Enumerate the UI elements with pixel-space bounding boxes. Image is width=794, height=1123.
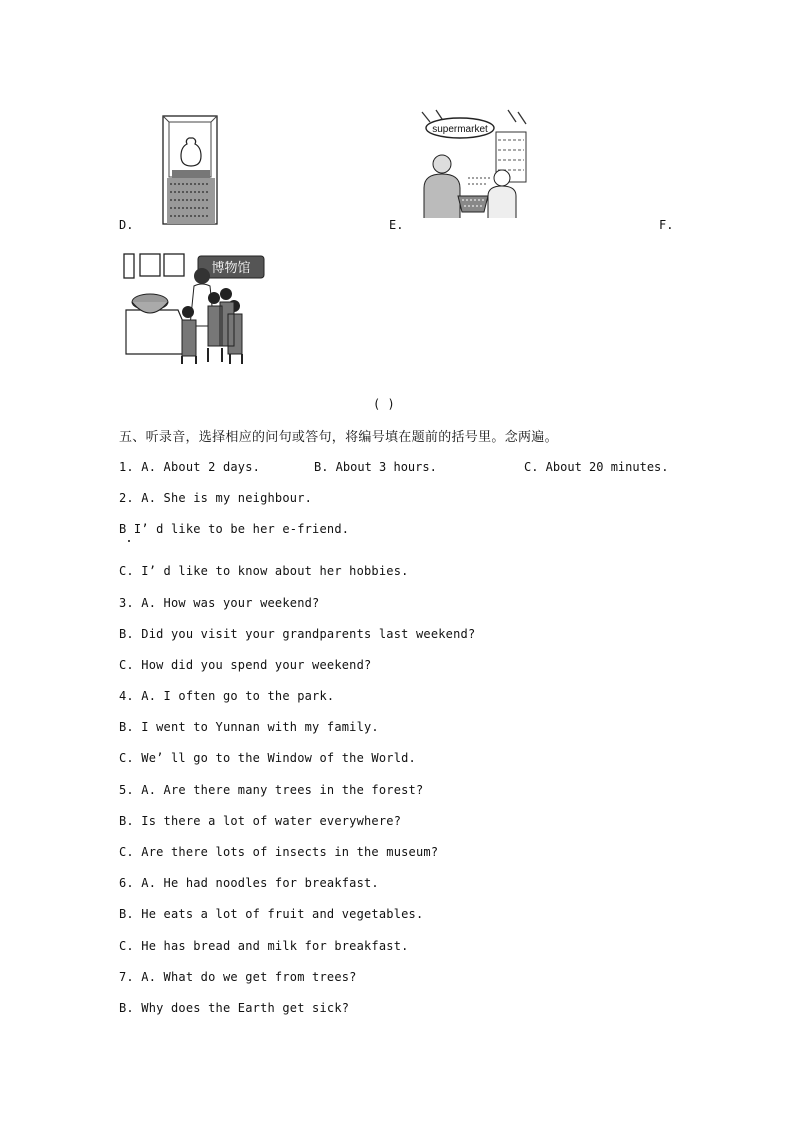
q6-option-a: 6. A. He had noodles for breakfast. — [119, 876, 379, 890]
q6-option-c: C. He has bread and milk for breakfast. — [119, 939, 409, 953]
q2-option-b: B I’ d like to be her e-friend. — [119, 522, 350, 536]
q6-option-b: B. He eats a lot of fruit and vegetables. — [119, 907, 424, 921]
dot-mark — [128, 540, 130, 542]
q5-option-c: C. Are there lots of insects in the museum? — [119, 845, 439, 859]
picture-d-label: D. — [119, 218, 134, 232]
picture-f-label: F. — [659, 218, 674, 232]
answer-parentheses: ( ) — [373, 397, 395, 411]
picture-f-museum-visit — [122, 250, 268, 366]
section-five-heading: 五、听录音，选择相应的问句或答句，将编号填在题前的括号里。念两遍。 — [119, 430, 558, 445]
q2-option-a: 2. A. She is my neighbour. — [119, 491, 313, 505]
q1-option-c: C. About 20 minutes. — [524, 460, 669, 474]
q7-option-a: 7. A. What do we get from trees? — [119, 970, 357, 984]
q4-option-a: 4. A. I often go to the park. — [119, 689, 335, 703]
picture-e-supermarket — [418, 108, 530, 224]
q3-option-b: B. Did you visit your grandparents last weekend? — [119, 627, 476, 641]
q3-option-a: 3. A. How was your weekend? — [119, 596, 320, 610]
q1-option-b: B. About 3 hours. — [314, 460, 437, 474]
picture-e-label: E. — [389, 218, 404, 232]
q2-option-c: C. I’ d like to know about her hobbies. — [119, 564, 409, 578]
q5-option-b: B. Is there a lot of water everywhere? — [119, 814, 402, 828]
picture-d-vase-case — [160, 114, 222, 226]
q5-option-a: 5. A. Are there many trees in the forest? — [119, 783, 424, 797]
q1-option-a: 1. A. About 2 days. — [119, 460, 261, 474]
supermarket-sign: supermarket — [432, 124, 488, 135]
q3-option-c: C. How did you spend your weekend? — [119, 658, 372, 672]
museum-sign: 博物馆 — [211, 261, 251, 276]
q4-option-b: B. I went to Yunnan with my family. — [119, 720, 379, 734]
q4-option-c: C. We’ ll go to the Window of the World. — [119, 751, 416, 765]
q7-option-b: B. Why does the Earth get sick? — [119, 1001, 350, 1015]
